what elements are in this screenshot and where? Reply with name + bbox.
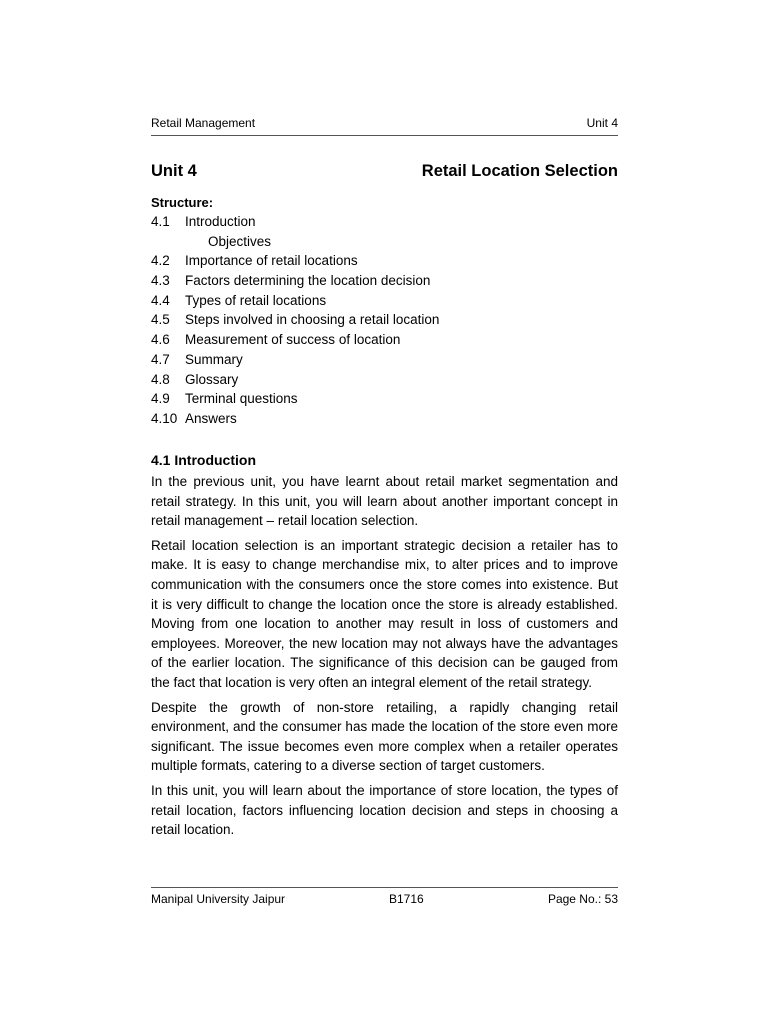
toc-item [151, 271, 618, 291]
toc-item [151, 251, 618, 271]
toc-item [151, 409, 618, 429]
toc-item-number: 4.9 [151, 391, 170, 407]
toc-item [151, 330, 618, 350]
document-page [151, 0, 618, 1024]
toc-item-text: Glossary [185, 371, 239, 387]
body-paragraph: In the previous unit, you have learnt about retail market segmentation and retail strategy. In this unit, you will learn about another important concept in retail management – retail location selection. [151, 474, 618, 529]
toc-item-text: Summary [185, 351, 243, 367]
toc-item-number: 4.5 [151, 312, 170, 328]
toc-item-text: Types of retail locations [185, 292, 327, 308]
header-unit-label: Unit 4 [586, 116, 618, 130]
section-body [151, 472, 618, 845]
toc-item [151, 389, 618, 409]
toc-item-text: Terminal questions [185, 391, 298, 407]
toc-item-text: Answers [185, 410, 237, 426]
toc-item-text: Steps involved in choosing a retail location [185, 312, 440, 328]
running-footer [151, 887, 618, 906]
toc-item-number: 4.2 [151, 253, 170, 269]
footer-page-number: Page No.: 53 [547, 892, 618, 906]
structure-label: Structure: [151, 195, 214, 210]
header-course-title: Retail Management [151, 116, 256, 130]
toc-item [151, 212, 618, 232]
footer-university: Manipal University Jaipur [151, 892, 286, 906]
toc-item-text: Introduction [185, 214, 256, 229]
toc-item [151, 370, 618, 390]
toc-item [151, 291, 618, 311]
unit-title: Retail Location Selection [421, 162, 618, 180]
running-header [151, 116, 618, 136]
section-heading: 4.1 Introduction [151, 452, 256, 468]
toc-item [151, 350, 618, 370]
toc-item-number: 4.7 [151, 351, 170, 367]
unit-number: Unit 4 [151, 162, 197, 180]
toc-item-number: 4.3 [151, 273, 170, 289]
footer-course-code: B1716 [389, 892, 424, 906]
toc-item-number: 4.8 [151, 371, 170, 387]
toc-item-number: 4.6 [151, 332, 170, 348]
body-paragraph: In this unit, you will learn about the importance of store location, the types of retail location, factors influencing location decision and steps in choosing a retail location. [151, 782, 618, 838]
toc-item-text: Measurement of success of location [185, 332, 401, 348]
body-paragraph: Despite the growth of non-store retailing, a rapidly changing retail environment, and the consumer has made the location of the store even more significant. The issue becomes even more complex when a retailer operates multiple formats, catering to a diverse section of target customers. [151, 699, 618, 774]
toc-item-text: Importance of retail locations [185, 253, 358, 269]
table-of-contents [151, 212, 618, 429]
toc-item-number: 4.10 [151, 410, 178, 426]
body-paragraph: Retail location selection is an important strategic decision a retailer has to make. It is easy to change merchandise mix, to alter prices and to improve communication with the consumers once the store comes into existence. But it is very difficult to change the location once the store is already established. Moving from one location to another may result in loss of customers and employees. Moreover, the new location may not always have the advantages of the earlier location. The significance of this decision can be gauged from the fact that location is very often an integral element of the retail strategy. [151, 537, 618, 690]
toc-item-number: 4.1 [151, 214, 170, 229]
toc-item [151, 310, 618, 330]
toc-item-text: Objectives [208, 233, 272, 249]
unit-heading [151, 162, 618, 181]
toc-item [151, 232, 618, 252]
toc-item-number: 4.4 [151, 292, 170, 308]
toc-item-text: Factors determining the location decision [185, 273, 431, 289]
